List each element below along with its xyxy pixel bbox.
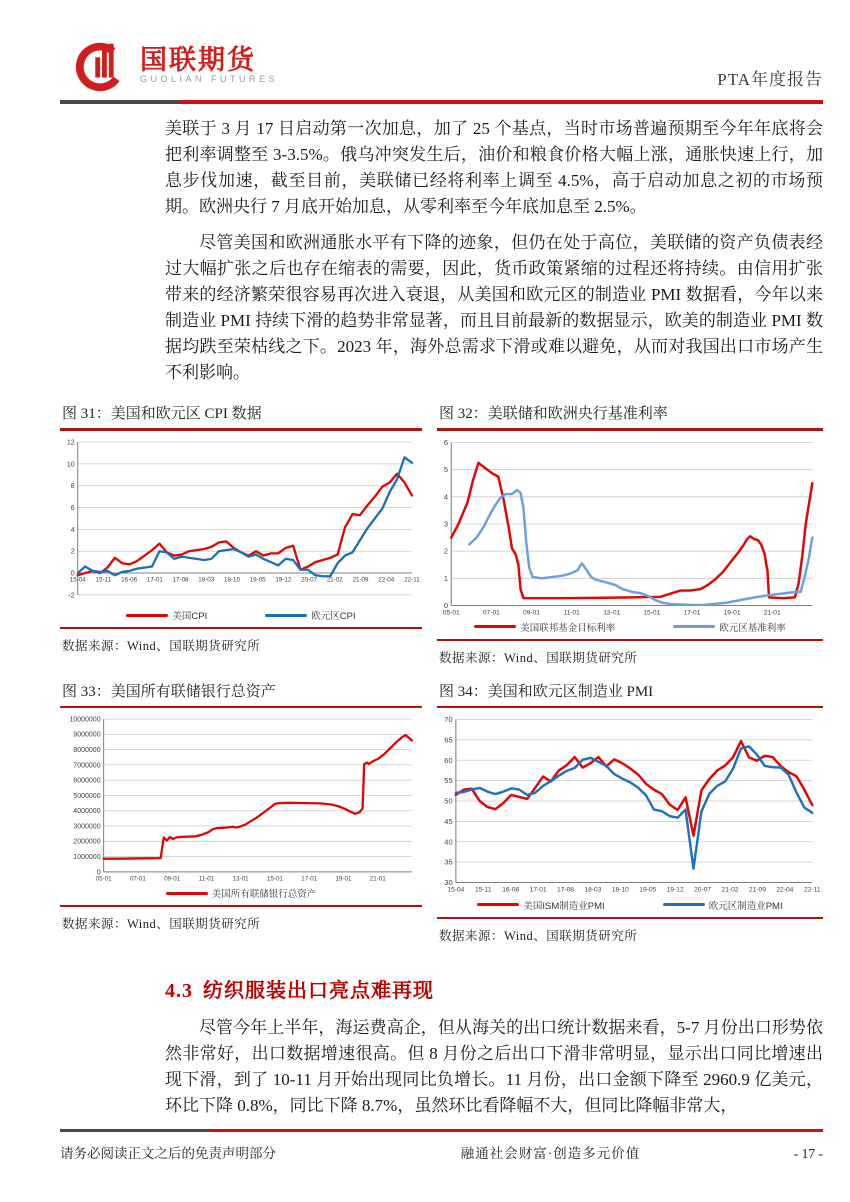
legend-label: 欧元区CPI xyxy=(311,611,356,623)
footer-rule xyxy=(60,1129,823,1132)
svg-text:15-01: 15-01 xyxy=(266,875,283,883)
svg-text:3000000: 3000000 xyxy=(73,823,101,831)
figure-34-title: 图 34：美国和欧元区制造业 PMI xyxy=(439,683,654,700)
legend-item xyxy=(474,620,615,634)
svg-text:21-01: 21-01 xyxy=(369,875,386,883)
svg-text:18-10: 18-10 xyxy=(224,576,240,584)
svg-text:15-11: 15-11 xyxy=(95,576,112,584)
figure-31-chart xyxy=(60,431,422,608)
svg-text:19-01: 19-01 xyxy=(723,609,741,617)
figure-33-title: 图 33：美国所有联储银行总资产 xyxy=(62,683,276,700)
svg-text:15-04: 15-04 xyxy=(447,887,465,895)
figure-31 xyxy=(60,400,422,668)
svg-text:15-01: 15-01 xyxy=(643,609,661,617)
svg-text:13-01: 13-01 xyxy=(232,875,249,883)
legend-label: 美国ISM制造业PMI xyxy=(523,900,605,912)
series-line-美国联邦基金目标利率 xyxy=(451,462,812,597)
section-heading xyxy=(165,974,823,1003)
svg-text:18-03: 18-03 xyxy=(584,887,602,895)
svg-text:19-05: 19-05 xyxy=(249,576,266,584)
legend-label: 欧元区基准利率 xyxy=(719,622,786,634)
svg-text:8000000: 8000000 xyxy=(73,747,101,755)
header-rule-dark-segment xyxy=(60,100,180,104)
fig32-plot xyxy=(437,435,823,619)
svg-text:20-07: 20-07 xyxy=(301,576,318,584)
svg-text:21-02: 21-02 xyxy=(721,887,739,895)
svg-text:16-06: 16-06 xyxy=(502,887,520,895)
svg-text:55: 55 xyxy=(444,776,453,786)
svg-text:2: 2 xyxy=(70,548,75,556)
svg-text:10: 10 xyxy=(66,460,75,468)
svg-text:1000000: 1000000 xyxy=(73,854,101,862)
svg-text:19-12: 19-12 xyxy=(666,887,684,895)
svg-text:6000000: 6000000 xyxy=(73,778,101,786)
svg-text:16-06: 16-06 xyxy=(121,576,138,584)
svg-text:1: 1 xyxy=(443,573,449,583)
svg-text:09-01: 09-01 xyxy=(164,875,181,883)
svg-text:6: 6 xyxy=(70,504,75,512)
svg-text:-2: -2 xyxy=(68,591,75,599)
svg-text:2000000: 2000000 xyxy=(73,839,101,847)
svg-text:22-11: 22-11 xyxy=(404,576,420,584)
svg-text:13-01: 13-01 xyxy=(603,609,621,617)
legend-line-swatch xyxy=(126,614,168,617)
footer-slogan: 融通社会财富·创造多元价值 xyxy=(460,1145,641,1161)
figure-31-title: 图 31：美国和欧元区 CPI 数据 xyxy=(62,406,262,422)
section-title: 纺织服装出口亮点难再现 xyxy=(203,979,434,1002)
page-footer xyxy=(60,1129,823,1162)
svg-text:18-10: 18-10 xyxy=(611,887,629,895)
figures-grid xyxy=(60,400,823,946)
svg-text:05-01: 05-01 xyxy=(442,609,460,617)
figure-32-title: 图 32：美联储和欧洲央行基准利率 xyxy=(439,406,668,422)
paragraph-2: 尽管美国和欧洲通胀水平有下降的迹象，但仍在处于高位，美联储的资产负债表经过大幅扩张之后也存在缩表的需要，因此，货币政策紧缩的过程还将持续。由信用扩张带来的经济繁荣很容易再次进入衰退，从美国和欧元区的制造业 PMI 数据看，今年以来制造业 PMI 持续下滑的趋势非常显著，而且目前最新的数据显示，欧美的制造业 PMI 数据均跌至荣枯线之下。2023 年，海外总需求下滑或难以避免，从而对我国出口市场产生不利影响。 xyxy=(165,233,823,382)
svg-text:21-09: 21-09 xyxy=(748,887,766,895)
footer-disclaimer: 请务必阅读正文之后的免责声明部分 xyxy=(60,1145,276,1161)
svg-text:0: 0 xyxy=(70,569,75,577)
figure-34-legend xyxy=(437,897,823,917)
figure-32-chart xyxy=(437,431,823,619)
legend-line-swatch xyxy=(166,892,208,895)
svg-text:22-04: 22-04 xyxy=(378,576,395,584)
svg-text:6: 6 xyxy=(443,437,449,447)
brand-name-cn: 国联期货 xyxy=(140,44,256,75)
figure-33 xyxy=(60,678,422,946)
section-number: 4.3 xyxy=(165,979,193,1002)
body-text-2 xyxy=(165,1003,823,1119)
footer-page-number: - 17 - xyxy=(793,1145,823,1161)
footer-rule-red-segment xyxy=(210,1129,823,1132)
fig31-plot xyxy=(60,435,422,608)
svg-text:21-02: 21-02 xyxy=(326,576,343,584)
svg-text:22-04: 22-04 xyxy=(776,887,794,895)
svg-text:07-01: 07-01 xyxy=(129,875,146,883)
svg-text:17-01: 17-01 xyxy=(529,887,547,895)
svg-text:0: 0 xyxy=(443,600,449,610)
svg-text:30: 30 xyxy=(444,878,453,888)
figure-32 xyxy=(437,400,823,668)
svg-text:5000000: 5000000 xyxy=(73,793,101,801)
legend-item xyxy=(673,620,786,634)
svg-text:22-11: 22-11 xyxy=(804,887,821,895)
legend-item xyxy=(663,898,783,912)
figure-34-source: 数据来源：Wind、国联期货研究所 xyxy=(439,928,638,943)
series-line-欧元区CPI xyxy=(78,457,412,576)
brand xyxy=(74,36,278,94)
svg-text:10000000: 10000000 xyxy=(69,716,101,724)
svg-text:40: 40 xyxy=(444,837,453,847)
legend-label: 美国所有联储银行总资产 xyxy=(211,889,317,901)
figure-33-legend xyxy=(60,885,422,905)
svg-text:45: 45 xyxy=(444,817,453,827)
figure-32-legend xyxy=(437,619,823,639)
svg-text:17-08: 17-08 xyxy=(172,576,189,584)
figure-33-source: 数据来源：Wind、国联期货研究所 xyxy=(62,917,261,932)
legend-item xyxy=(265,608,355,622)
svg-text:4: 4 xyxy=(443,491,449,501)
svg-text:19-05: 19-05 xyxy=(639,887,657,895)
legend-item xyxy=(477,898,604,912)
svg-text:11-01: 11-01 xyxy=(563,609,580,617)
series-line-美国所有联储银行总资产 xyxy=(104,736,412,860)
svg-text:9000000: 9000000 xyxy=(73,732,101,740)
figure-32-source: 数据来源：Wind、国联期货研究所 xyxy=(439,650,638,665)
svg-text:07-01: 07-01 xyxy=(482,609,500,617)
footer-row xyxy=(60,1142,823,1162)
legend-line-swatch xyxy=(477,903,519,906)
svg-text:18-03: 18-03 xyxy=(198,576,215,584)
svg-text:05-01: 05-01 xyxy=(95,875,112,883)
figure-33-chart xyxy=(60,708,422,885)
svg-text:4: 4 xyxy=(70,526,75,534)
svg-text:17-01: 17-01 xyxy=(146,576,163,584)
series-line-美国CPI xyxy=(78,473,412,575)
footer-rule-dark-segment xyxy=(60,1129,210,1132)
svg-text:11-01: 11-01 xyxy=(198,875,215,883)
legend-label: 美国联邦基金目标利率 xyxy=(520,622,616,634)
legend-line-swatch xyxy=(673,625,715,628)
svg-text:17-01: 17-01 xyxy=(683,609,701,617)
svg-text:8: 8 xyxy=(70,482,75,490)
paragraph-1: 美联于 3 月 17 日启动第一次加息，加了 25 个基点，当时市场普遍预期至今年年底将会把利率调整至 3-3.5%。俄乌冲突发生后，油价和粮食价格大幅上涨，通胀快速上行，加息步伐加速，截至目前，美联储已经将利率上调至 4.5%，高于启动加息之初的市场预期。欧洲央行 7 月底开始加息，从零利率至今年底加息至 2.5%。 xyxy=(165,119,823,216)
svg-text:4000000: 4000000 xyxy=(73,808,101,816)
svg-text:12: 12 xyxy=(66,438,75,446)
svg-text:7000000: 7000000 xyxy=(73,762,101,770)
svg-text:35: 35 xyxy=(444,858,453,868)
svg-text:65: 65 xyxy=(444,735,453,745)
svg-text:19-12: 19-12 xyxy=(275,576,292,584)
svg-text:21-09: 21-09 xyxy=(352,576,369,584)
svg-text:17-01: 17-01 xyxy=(301,875,318,883)
legend-label: 欧元区制造业PMI xyxy=(708,900,783,912)
figure-34 xyxy=(437,678,823,946)
svg-text:70: 70 xyxy=(444,715,453,725)
figure-31-source: 数据来源：Wind、国联期货研究所 xyxy=(62,639,261,654)
svg-text:50: 50 xyxy=(444,796,453,806)
legend-line-swatch xyxy=(663,903,705,906)
svg-text:21-01: 21-01 xyxy=(763,609,781,617)
figure-34-chart xyxy=(437,708,823,896)
svg-text:15-04: 15-04 xyxy=(69,576,86,584)
svg-text:15-11: 15-11 xyxy=(475,887,492,895)
body-text xyxy=(165,104,823,386)
figure-31-legend xyxy=(60,607,422,627)
report-title: PTA年度报告 xyxy=(717,70,823,89)
series-line-欧元区制造业PMI xyxy=(456,747,812,869)
legend-line-swatch xyxy=(265,614,307,617)
brand-text xyxy=(140,46,278,84)
svg-text:2: 2 xyxy=(443,546,449,556)
legend-item xyxy=(126,608,207,622)
svg-text:20-07: 20-07 xyxy=(694,887,712,895)
svg-text:5: 5 xyxy=(443,464,449,474)
svg-text:09-01: 09-01 xyxy=(523,609,540,617)
svg-text:19-01: 19-01 xyxy=(335,875,352,883)
paragraph-3: 尽管今年上半年，海运费高企，但从海关的出口统计数据来看，5-7 月份出口形势依然非常好，出口数据增速很高。但 8 月份之后出口下滑非常明显，显示出口同比增速出现下滑，到了 10-11 月开始出现同比负增长。11 月份，出口金额下降至 2960.9 亿美元，环比下降 0.8%，同比下降 8.7%，虽然环比看降幅不大，但同比降幅非常大， xyxy=(165,1017,823,1115)
fig34-plot xyxy=(437,712,823,896)
guolian-logo-icon xyxy=(74,36,132,94)
legend-item xyxy=(166,886,317,900)
svg-text:17-08: 17-08 xyxy=(557,887,575,895)
svg-text:3: 3 xyxy=(443,519,449,529)
brand-name-en: GUOLIAN FUTURES xyxy=(140,74,279,85)
fig33-plot xyxy=(60,712,422,885)
svg-text:0: 0 xyxy=(96,869,101,877)
page-header xyxy=(60,36,823,94)
legend-line-swatch xyxy=(474,625,516,628)
legend-label: 美国CPI xyxy=(172,611,208,623)
svg-text:60: 60 xyxy=(444,756,453,766)
